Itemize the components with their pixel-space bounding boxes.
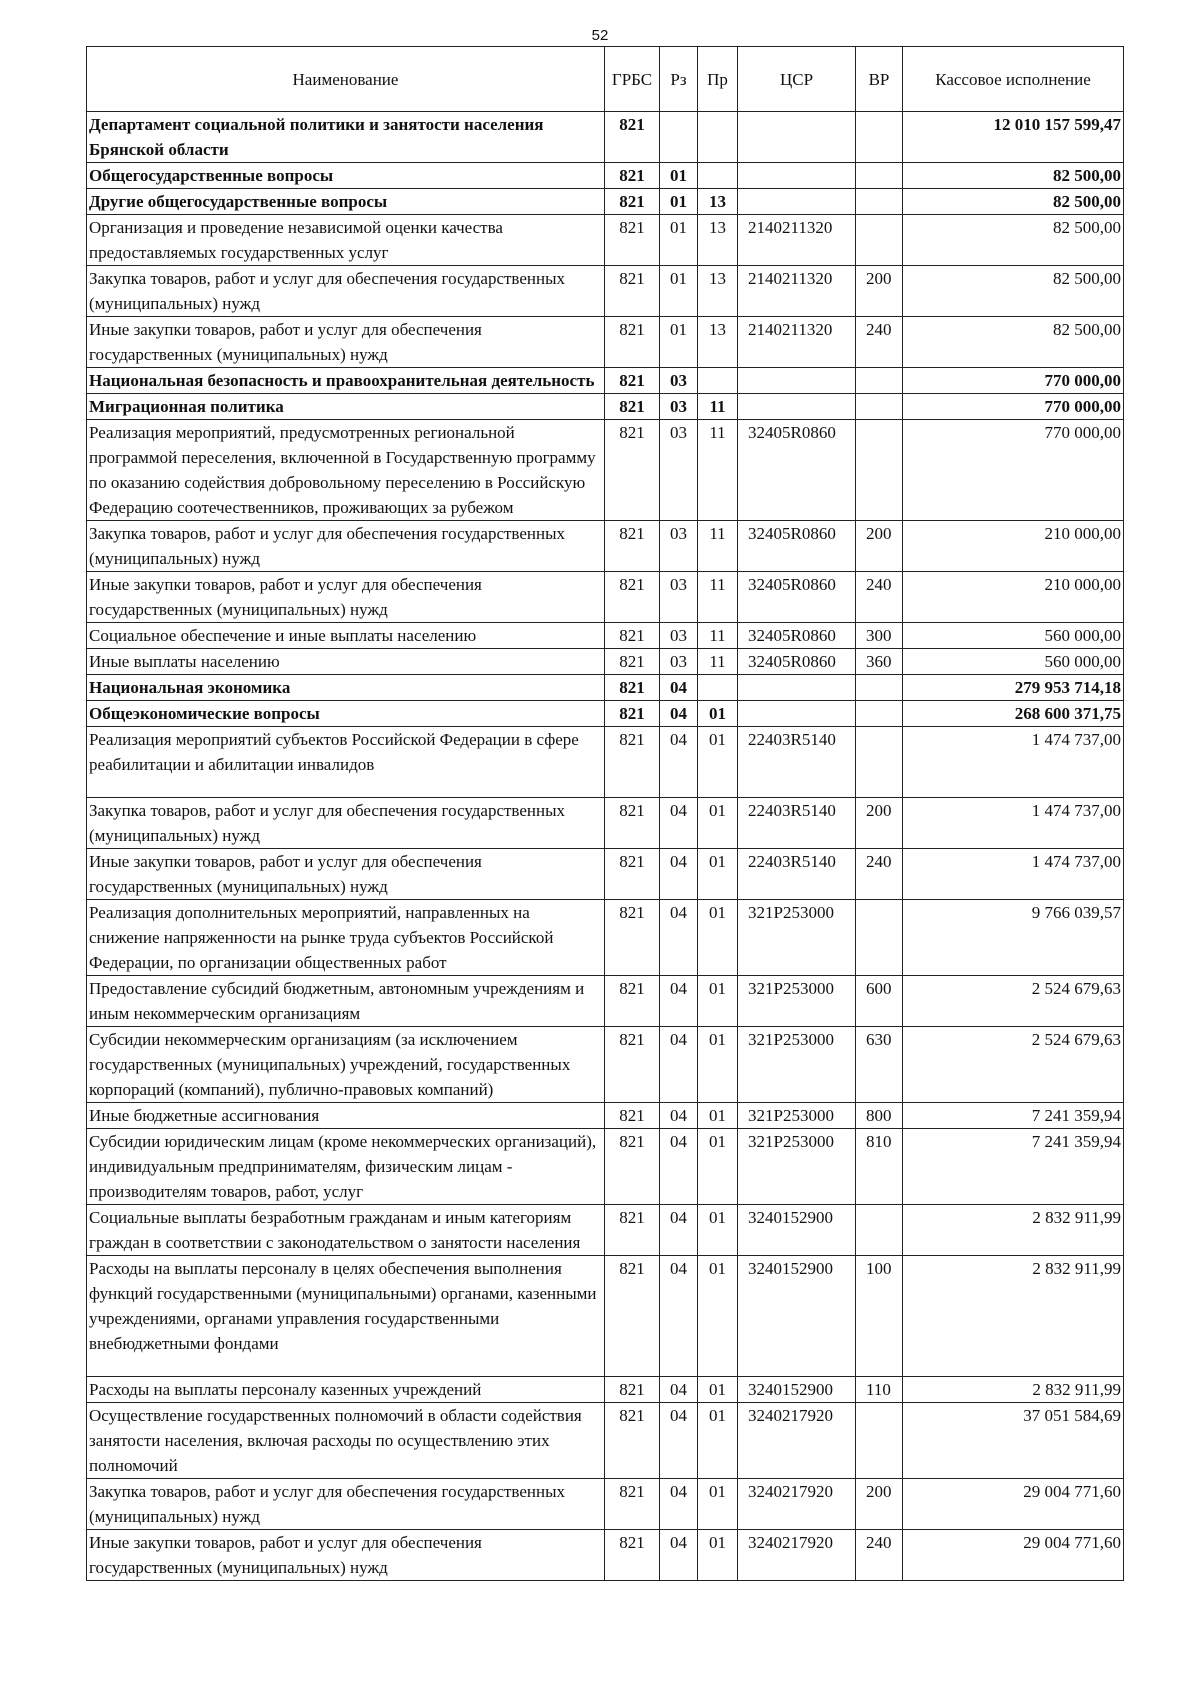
cell-vr: 360 (856, 649, 903, 675)
cell-name: Закупка товаров, работ и услуг для обеспечения государственных (муниципальных) нужд (87, 521, 605, 572)
cell-pr: 11 (698, 420, 738, 521)
table-row (87, 572, 1124, 623)
cell-rz: 04 (660, 1129, 698, 1205)
cell-vr (856, 701, 903, 727)
cell-name: Иные закупки товаров, работ и услуг для обеспечения государственных (муниципальных) нужд (87, 317, 605, 368)
cell-vr (856, 112, 903, 163)
cell-grbs: 821 (605, 1530, 660, 1581)
cell-grbs: 821 (605, 1129, 660, 1205)
cell-grbs: 821 (605, 266, 660, 317)
cell-name: Иные бюджетные ассигнования (87, 1103, 605, 1129)
cell-pr: 11 (698, 623, 738, 649)
cell-csr: 3240217920 (738, 1403, 856, 1479)
cell-amount: 770 000,00 (903, 420, 1124, 521)
cell-rz: 04 (660, 1530, 698, 1581)
table-row (87, 798, 1124, 849)
cell-name: Расходы на выплаты персоналу в целях обеспечения выполнения функций государственными (муниципальными) органами, казенными учреждениями, органами управления государственными внебюджетными фондами (87, 1256, 605, 1377)
cell-grbs: 821 (605, 976, 660, 1027)
table-row (87, 1530, 1124, 1581)
table-row (87, 189, 1124, 215)
table-row (87, 1103, 1124, 1129)
cell-vr: 200 (856, 266, 903, 317)
cell-rz: 04 (660, 727, 698, 798)
cell-name: Закупка товаров, работ и услуг для обеспечения государственных (муниципальных) нужд (87, 798, 605, 849)
cell-rz: 04 (660, 1403, 698, 1479)
cell-amount: 210 000,00 (903, 521, 1124, 572)
table-body (87, 112, 1124, 1581)
cell-vr (856, 727, 903, 798)
table-row (87, 317, 1124, 368)
cell-pr: 01 (698, 849, 738, 900)
cell-vr (856, 189, 903, 215)
cell-amount: 2 832 911,99 (903, 1377, 1124, 1403)
cell-amount: 82 500,00 (903, 317, 1124, 368)
cell-rz: 01 (660, 163, 698, 189)
cell-vr: 200 (856, 1479, 903, 1530)
cell-rz: 03 (660, 649, 698, 675)
header-amount: Кассовое исполнение (903, 47, 1124, 112)
cell-rz: 03 (660, 368, 698, 394)
cell-csr: 321P253000 (738, 1103, 856, 1129)
cell-pr: 11 (698, 649, 738, 675)
cell-amount: 268 600 371,75 (903, 701, 1124, 727)
cell-rz: 01 (660, 317, 698, 368)
cell-csr: 321P253000 (738, 976, 856, 1027)
cell-csr: 2140211320 (738, 215, 856, 266)
cell-vr (856, 394, 903, 420)
cell-name: Реализация дополнительных мероприятий, направленных на снижение напряженности на рынке труда субъектов Российской Федерации, по организации общественных работ (87, 900, 605, 976)
cell-amount: 2 524 679,63 (903, 976, 1124, 1027)
cell-amount: 770 000,00 (903, 394, 1124, 420)
table-row (87, 849, 1124, 900)
cell-name: Социальные выплаты безработным гражданам и иным категориям граждан в соответствии с законодательством о занятости населения (87, 1205, 605, 1256)
cell-rz: 04 (660, 798, 698, 849)
cell-vr: 200 (856, 798, 903, 849)
cell-amount: 82 500,00 (903, 266, 1124, 317)
cell-grbs: 821 (605, 420, 660, 521)
cell-rz: 01 (660, 215, 698, 266)
cell-vr (856, 1403, 903, 1479)
cell-name: Департамент социальной политики и занятости населения Брянской области (87, 112, 605, 163)
cell-csr: 2140211320 (738, 266, 856, 317)
cell-grbs: 821 (605, 368, 660, 394)
cell-grbs: 821 (605, 317, 660, 368)
cell-name: Иные закупки товаров, работ и услуг для обеспечения государственных (муниципальных) нужд (87, 849, 605, 900)
cell-name: Иные выплаты населению (87, 649, 605, 675)
cell-amount: 82 500,00 (903, 189, 1124, 215)
cell-name: Организация и проведение независимой оценки качества предоставляемых государственных услуг (87, 215, 605, 266)
table-row (87, 649, 1124, 675)
cell-amount: 1 474 737,00 (903, 727, 1124, 798)
cell-pr (698, 368, 738, 394)
cell-vr: 240 (856, 572, 903, 623)
cell-csr: 3240152900 (738, 1205, 856, 1256)
table-row (87, 701, 1124, 727)
cell-rz: 03 (660, 394, 698, 420)
cell-name: Субсидии юридическим лицам (кроме некоммерческих организаций), индивидуальным предпринимателям, физическим лицам - производителям товаров, работ, услуг (87, 1129, 605, 1205)
cell-csr: 22403R5140 (738, 727, 856, 798)
cell-amount: 1 474 737,00 (903, 849, 1124, 900)
cell-grbs: 821 (605, 1479, 660, 1530)
cell-pr: 01 (698, 1027, 738, 1103)
cell-pr: 01 (698, 1530, 738, 1581)
cell-name: Социальное обеспечение и иные выплаты населению (87, 623, 605, 649)
cell-csr: 32405R0860 (738, 521, 856, 572)
cell-pr: 13 (698, 317, 738, 368)
table-row (87, 675, 1124, 701)
cell-csr (738, 675, 856, 701)
cell-name: Расходы на выплаты персоналу казенных учреждений (87, 1377, 605, 1403)
cell-vr: 240 (856, 1530, 903, 1581)
page-number: 52 (591, 27, 609, 44)
cell-amount: 2 832 911,99 (903, 1205, 1124, 1256)
cell-name: Закупка товаров, работ и услуг для обеспечения государственных (муниципальных) нужд (87, 1479, 605, 1530)
cell-csr (738, 163, 856, 189)
cell-amount: 7 241 359,94 (903, 1129, 1124, 1205)
cell-pr (698, 675, 738, 701)
cell-vr: 300 (856, 623, 903, 649)
cell-csr: 32405R0860 (738, 420, 856, 521)
cell-amount: 29 004 771,60 (903, 1479, 1124, 1530)
budget-table (86, 46, 1124, 1581)
cell-amount: 37 051 584,69 (903, 1403, 1124, 1479)
cell-pr: 13 (698, 266, 738, 317)
cell-pr: 01 (698, 976, 738, 1027)
cell-csr (738, 189, 856, 215)
cell-amount: 9 766 039,57 (903, 900, 1124, 976)
cell-rz: 01 (660, 189, 698, 215)
cell-grbs: 821 (605, 215, 660, 266)
cell-rz: 01 (660, 266, 698, 317)
cell-grbs: 821 (605, 649, 660, 675)
cell-amount: 210 000,00 (903, 572, 1124, 623)
cell-rz: 04 (660, 1479, 698, 1530)
cell-pr: 01 (698, 1103, 738, 1129)
cell-pr: 11 (698, 394, 738, 420)
cell-grbs: 821 (605, 849, 660, 900)
cell-pr: 01 (698, 1129, 738, 1205)
cell-name: Закупка товаров, работ и услуг для обеспечения государственных (муниципальных) нужд (87, 266, 605, 317)
cell-amount: 560 000,00 (903, 649, 1124, 675)
cell-vr (856, 1205, 903, 1256)
cell-vr (856, 368, 903, 394)
cell-csr: 3240217920 (738, 1479, 856, 1530)
cell-rz: 04 (660, 1256, 698, 1377)
cell-vr: 200 (856, 521, 903, 572)
cell-vr (856, 420, 903, 521)
table-row (87, 1377, 1124, 1403)
cell-rz: 03 (660, 420, 698, 521)
cell-rz: 04 (660, 1027, 698, 1103)
cell-csr (738, 368, 856, 394)
cell-rz: 04 (660, 675, 698, 701)
cell-grbs: 821 (605, 572, 660, 623)
table-row (87, 727, 1124, 798)
header-pr: Пр (698, 47, 738, 112)
table-row (87, 521, 1124, 572)
cell-amount: 82 500,00 (903, 163, 1124, 189)
cell-vr (856, 215, 903, 266)
table-row (87, 1129, 1124, 1205)
cell-pr: 11 (698, 521, 738, 572)
cell-csr: 22403R5140 (738, 849, 856, 900)
cell-pr: 13 (698, 189, 738, 215)
cell-grbs: 821 (605, 1205, 660, 1256)
cell-amount: 29 004 771,60 (903, 1530, 1124, 1581)
cell-grbs: 821 (605, 1377, 660, 1403)
cell-name: Осуществление государственных полномочий в области содействия занятости населения, включая расходы по осуществлению этих полномочий (87, 1403, 605, 1479)
cell-name: Национальная экономика (87, 675, 605, 701)
cell-vr: 810 (856, 1129, 903, 1205)
cell-name: Предоставление субсидий бюджетным, автономным учреждениям и иным некоммерческим организациям (87, 976, 605, 1027)
table-row (87, 1027, 1124, 1103)
cell-rz: 03 (660, 521, 698, 572)
header-grbs: ГРБС (605, 47, 660, 112)
cell-csr: 3240217920 (738, 1530, 856, 1581)
cell-vr: 240 (856, 849, 903, 900)
cell-name: Субсидии некоммерческим организациям (за исключением государственных (муниципальных) учреждений, государственных корпораций (компаний), публично-правовых компаний) (87, 1027, 605, 1103)
cell-name: Национальная безопасность и правоохранительная деятельность (87, 368, 605, 394)
cell-grbs: 821 (605, 623, 660, 649)
table-row (87, 163, 1124, 189)
cell-pr: 01 (698, 1256, 738, 1377)
cell-pr: 01 (698, 701, 738, 727)
cell-grbs: 821 (605, 1103, 660, 1129)
cell-vr (856, 675, 903, 701)
cell-csr: 3240152900 (738, 1256, 856, 1377)
cell-name: Общеэкономические вопросы (87, 701, 605, 727)
cell-name: Иные закупки товаров, работ и услуг для обеспечения государственных (муниципальных) нужд (87, 572, 605, 623)
cell-csr (738, 701, 856, 727)
cell-grbs: 821 (605, 189, 660, 215)
cell-name: Общегосударственные вопросы (87, 163, 605, 189)
table-row (87, 1479, 1124, 1530)
header-name: Наименование (87, 47, 605, 112)
header-rz: Рз (660, 47, 698, 112)
cell-csr: 321P253000 (738, 1129, 856, 1205)
cell-grbs: 821 (605, 521, 660, 572)
cell-grbs: 821 (605, 1027, 660, 1103)
cell-grbs: 821 (605, 727, 660, 798)
table-row (87, 368, 1124, 394)
cell-pr: 01 (698, 1403, 738, 1479)
cell-amount: 2 832 911,99 (903, 1256, 1124, 1377)
table-row (87, 1256, 1124, 1377)
cell-pr (698, 163, 738, 189)
cell-csr: 321P253000 (738, 900, 856, 976)
cell-amount: 82 500,00 (903, 215, 1124, 266)
cell-vr (856, 163, 903, 189)
table-row (87, 623, 1124, 649)
cell-rz: 04 (660, 1205, 698, 1256)
cell-rz (660, 112, 698, 163)
cell-pr: 01 (698, 900, 738, 976)
table-row (87, 266, 1124, 317)
header-csr: ЦСР (738, 47, 856, 112)
cell-amount: 279 953 714,18 (903, 675, 1124, 701)
cell-csr (738, 394, 856, 420)
table-row (87, 112, 1124, 163)
table-row (87, 1403, 1124, 1479)
table-row (87, 900, 1124, 976)
cell-grbs: 821 (605, 675, 660, 701)
cell-rz: 04 (660, 900, 698, 976)
cell-pr: 01 (698, 727, 738, 798)
cell-grbs: 821 (605, 163, 660, 189)
cell-pr: 01 (698, 1479, 738, 1530)
cell-vr (856, 900, 903, 976)
cell-name: Реализация мероприятий субъектов Российской Федерации в сфере реабилитации и абилитации инвалидов (87, 727, 605, 798)
cell-csr: 32405R0860 (738, 649, 856, 675)
cell-rz: 03 (660, 572, 698, 623)
cell-grbs: 821 (605, 1256, 660, 1377)
cell-amount: 7 241 359,94 (903, 1103, 1124, 1129)
cell-csr: 2140211320 (738, 317, 856, 368)
cell-vr: 630 (856, 1027, 903, 1103)
table-row (87, 1205, 1124, 1256)
cell-rz: 04 (660, 1377, 698, 1403)
table-row (87, 420, 1124, 521)
cell-vr: 800 (856, 1103, 903, 1129)
cell-name: Реализация мероприятий, предусмотренных региональной программой переселения, включенной в Государственную программу по оказанию содействия добровольному переселению в Российскую Федерацию соотечественников, проживающих за рубежом (87, 420, 605, 521)
cell-grbs: 821 (605, 701, 660, 727)
cell-vr: 110 (856, 1377, 903, 1403)
cell-pr (698, 112, 738, 163)
cell-csr: 32405R0860 (738, 572, 856, 623)
cell-pr: 01 (698, 798, 738, 849)
cell-vr: 600 (856, 976, 903, 1027)
cell-pr: 13 (698, 215, 738, 266)
cell-csr (738, 112, 856, 163)
cell-amount: 770 000,00 (903, 368, 1124, 394)
table-row (87, 976, 1124, 1027)
table-row (87, 215, 1124, 266)
cell-name: Другие общегосударственные вопросы (87, 189, 605, 215)
cell-csr: 32405R0860 (738, 623, 856, 649)
cell-csr: 321P253000 (738, 1027, 856, 1103)
cell-grbs: 821 (605, 394, 660, 420)
cell-pr: 11 (698, 572, 738, 623)
cell-grbs: 821 (605, 798, 660, 849)
cell-vr: 100 (856, 1256, 903, 1377)
cell-grbs: 821 (605, 1403, 660, 1479)
cell-pr: 01 (698, 1377, 738, 1403)
cell-rz: 04 (660, 849, 698, 900)
cell-amount: 1 474 737,00 (903, 798, 1124, 849)
cell-rz: 04 (660, 1103, 698, 1129)
cell-amount: 2 524 679,63 (903, 1027, 1124, 1103)
header-vr: ВР (856, 47, 903, 112)
cell-vr: 240 (856, 317, 903, 368)
cell-pr: 01 (698, 1205, 738, 1256)
cell-rz: 03 (660, 623, 698, 649)
cell-amount: 12 010 157 599,47 (903, 112, 1124, 163)
cell-grbs: 821 (605, 112, 660, 163)
cell-name: Иные закупки товаров, работ и услуг для обеспечения государственных (муниципальных) нужд (87, 1530, 605, 1581)
cell-amount: 560 000,00 (903, 623, 1124, 649)
cell-rz: 04 (660, 701, 698, 727)
cell-csr: 3240152900 (738, 1377, 856, 1403)
header-row (87, 47, 1124, 112)
cell-name: Миграционная политика (87, 394, 605, 420)
cell-rz: 04 (660, 976, 698, 1027)
cell-grbs: 821 (605, 900, 660, 976)
table-row (87, 394, 1124, 420)
cell-csr: 22403R5140 (738, 798, 856, 849)
